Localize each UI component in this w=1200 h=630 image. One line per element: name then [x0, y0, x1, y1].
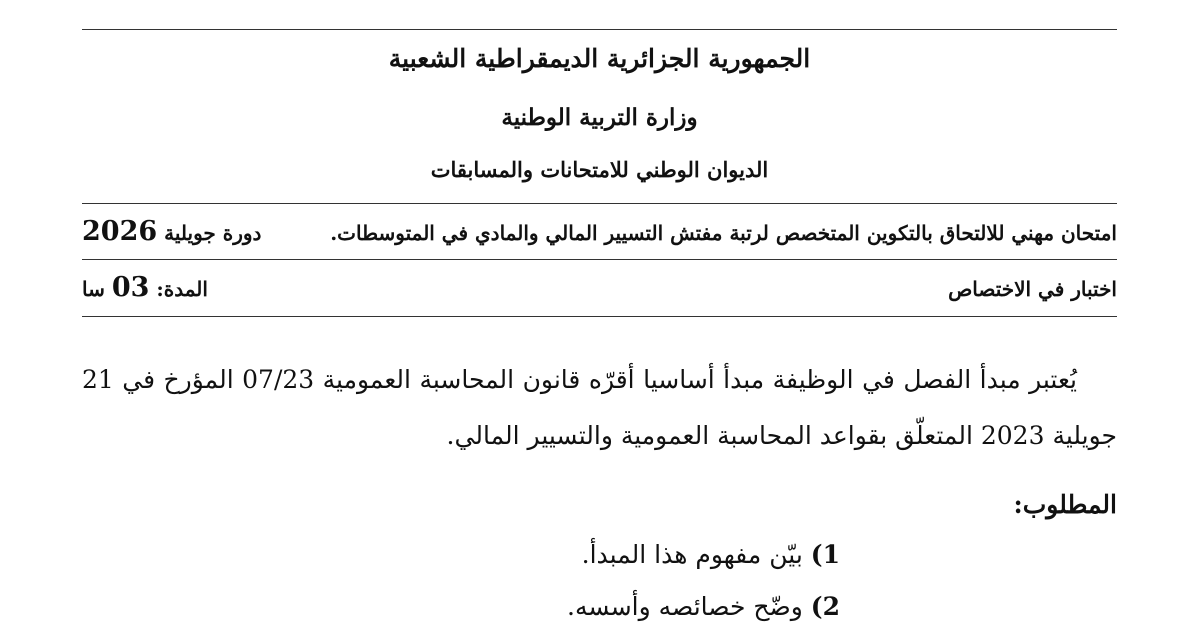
- title-divider: [82, 259, 1117, 260]
- duration-label: المدة:: [156, 277, 208, 301]
- item-number: 2): [810, 592, 840, 621]
- duration-unit: سا: [82, 277, 105, 301]
- top-divider: [82, 29, 1117, 30]
- session-label: دورة جويلية: [164, 221, 262, 245]
- info-divider: [82, 316, 1117, 317]
- duration: [82, 272, 208, 303]
- country-title: الجمهورية الجزائرية الديمقراطية الشعبية: [388, 44, 811, 73]
- required-item-2: [567, 592, 840, 621]
- item-text: وضّح خصائصه وأسسه.: [567, 592, 803, 621]
- header-divider: [82, 203, 1117, 204]
- duration-value: 03: [111, 272, 150, 303]
- statement-text: يُعتبر مبدأ الفصل في الوظيفة مبدأ أساسيا أقرّه قانون المحاسبة العمومية 07/23 المؤرخ في 21 جويلية 2023 المتعلّق بقواعد المحاسبة العمومية والتسيير المالي.: [82, 365, 1117, 450]
- ministry-title: وزارة التربية الوطنية: [501, 104, 698, 131]
- exam-title: امتحان مهني للالتحاق بالتكوين المتخصص لرتبة مفتش التسيير المالي والمادي في المتوسطات.: [330, 221, 1117, 245]
- test-name: اختبار في الاختصاص: [948, 277, 1117, 301]
- exam-title-row: [82, 216, 1117, 247]
- office-title: الديوان الوطني للامتحانات والمسابقات: [430, 157, 769, 182]
- item-text: بيّن مفهوم هذا المبدأ.: [581, 540, 803, 569]
- required-label: المطلوب:: [1013, 490, 1117, 519]
- required-item-1: [582, 540, 840, 569]
- session-year: 2026: [82, 216, 158, 247]
- item-number: 1): [810, 540, 840, 569]
- test-info-row: [82, 272, 1117, 303]
- exam-session: [82, 216, 261, 247]
